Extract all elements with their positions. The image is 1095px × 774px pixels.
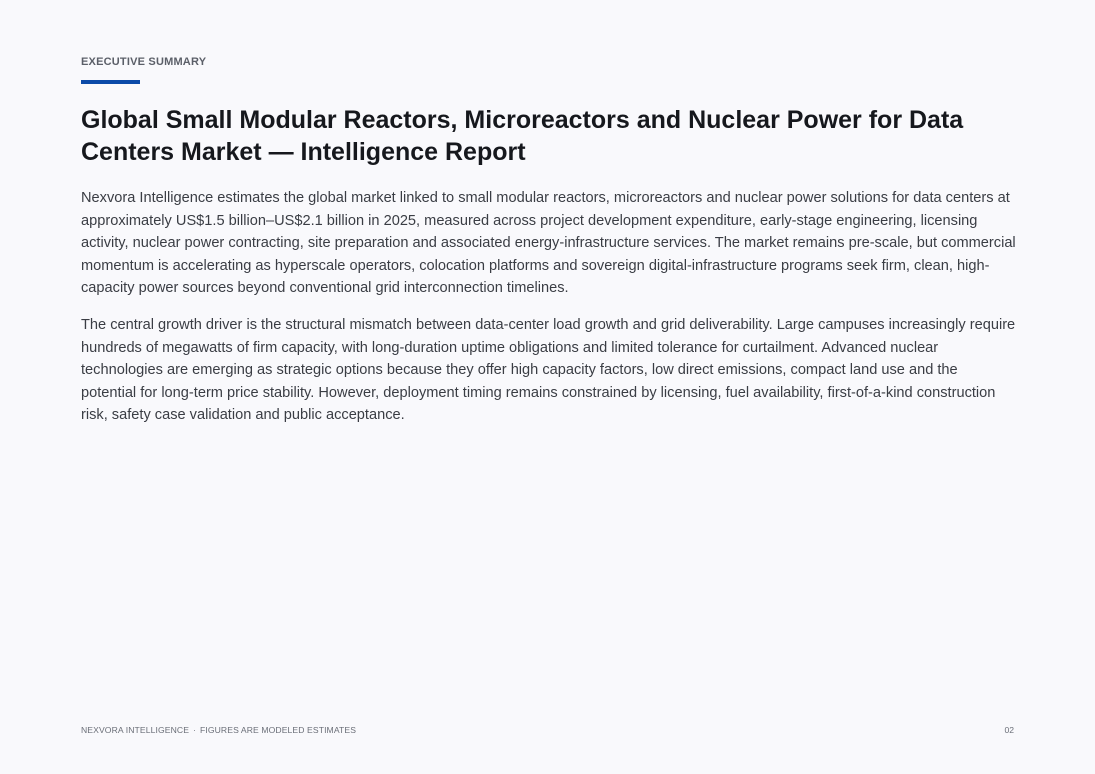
summary-body <box>81 187 1016 441</box>
report-page <box>81 0 1016 774</box>
footer-separator: · <box>193 725 196 735</box>
summary-paragraph-2: The central growth driver is the structural mismatch between data-center load growth and grid deliverability. Large campuses increasingly require hundreds of megawatts of firm capacity, with long-duration uptime obligations and limited tolerance for curtailment. Advanced nuclear technologies are emerging as strategic options because they offer high capacity factors, low direct emissions, compact land use and the potential for long-term price stability. However, deployment timing remains constrained by licensing, fuel availability, first-of-a-kind construction risk, safety case validation and public acceptance. <box>81 316 1016 424</box>
footer-brand: NEXVORA INTELLIGENCE <box>81 725 190 735</box>
page-number: 02 <box>1004 725 1014 735</box>
section-label: EXECUTIVE SUMMARY <box>81 56 207 68</box>
accent-rule <box>81 80 140 84</box>
footer-note <box>81 725 356 735</box>
footer-disclaimer: FIGURES ARE MODELED ESTIMATES <box>200 725 357 735</box>
report-title: Global Small Modular Reactors, Microreactors and Nuclear Power for Data Centers Market — Intelligence Report <box>81 106 964 166</box>
summary-paragraph-1: Nexvora Intelligence estimates the global market linked to small modular reactors, microreactors and nuclear power solutions for data centers at approximately US$1.5 billion–US$2.1 billion in 2025, measured across project development expenditure, early-stage engineering, licensing activity, nuclear power contracting, site preparation and associated energy-infrastructure services. The market remains pre-scale, but commercial momentum is accelerating as hyperscale operators, colocation platforms and sovereign digital-infrastructure programs seek firm, clean, high-capacity power sources beyond conventional grid interconnection timelines. <box>81 190 1016 297</box>
